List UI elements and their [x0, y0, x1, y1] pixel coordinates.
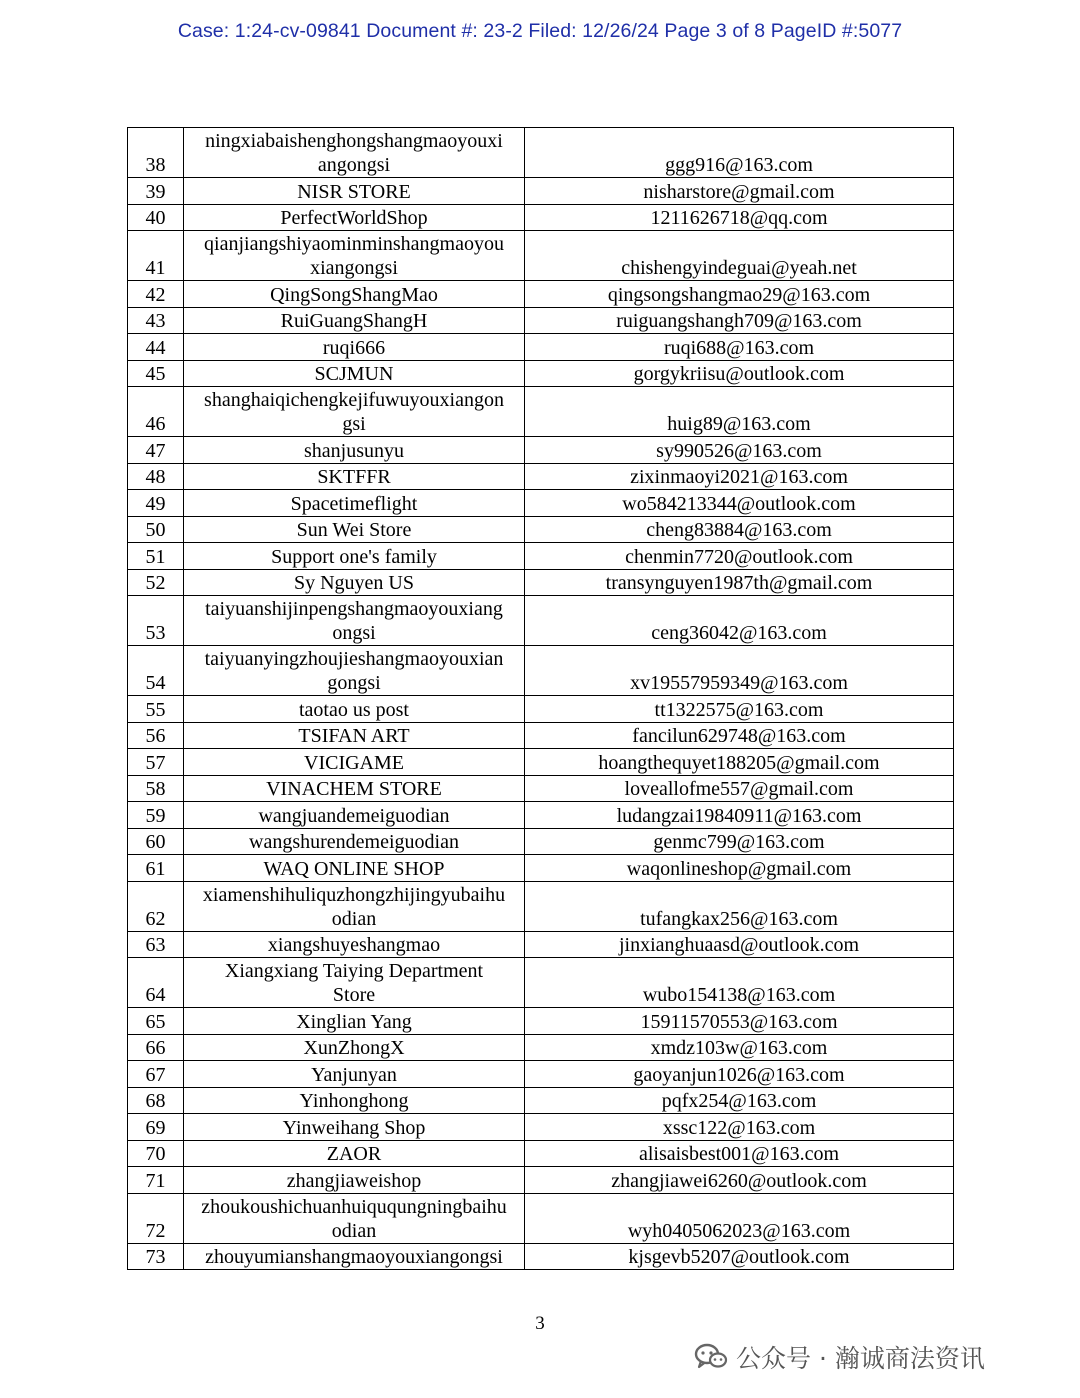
row-number: 45	[128, 360, 184, 387]
row-number: 48	[128, 463, 184, 490]
seller-name	[184, 231, 525, 281]
seller-name-line: ZAOR	[326, 1143, 382, 1165]
seller-name-line: Sy Nguyen US	[293, 572, 414, 594]
seller-name-line: Store	[332, 984, 376, 1006]
row-number: 55	[128, 696, 184, 723]
seller-email: jinxianghuaasd@outlook.com	[525, 931, 954, 958]
seller-name	[184, 1034, 525, 1061]
seller-name	[184, 749, 525, 776]
seller-email: tt1322575@163.com	[525, 696, 954, 723]
seller-email: zhangjiawei6260@outlook.com	[525, 1167, 954, 1194]
seller-name	[184, 204, 525, 231]
seller-name-line: shanghaiqichengkejifuwuyouxiangon	[204, 389, 504, 411]
row-number: 49	[128, 490, 184, 517]
table-row	[128, 596, 954, 646]
seller-email: ggg916@163.com	[525, 128, 954, 178]
seller-name-line: ningxiabaishenghongshangmaoyouxi	[205, 130, 503, 152]
seller-name-line: xiangongsi	[310, 257, 398, 279]
seller-email: 15911570553@163.com	[525, 1008, 954, 1035]
seller-email: chenmin7720@outlook.com	[525, 543, 954, 570]
row-number: 62	[128, 881, 184, 931]
table-row	[128, 1167, 954, 1194]
seller-name-line: xiamenshihuliquzhongzhijingyubaihu	[202, 883, 506, 906]
wechat-icon	[694, 1342, 728, 1372]
seller-name-line: RuiGuangShangH	[280, 310, 428, 332]
seller-email: huig89@163.com	[525, 387, 954, 437]
seller-name	[184, 1167, 525, 1194]
table-row	[128, 1243, 954, 1270]
seller-email: xmdz103w@163.com	[525, 1034, 954, 1061]
seller-name	[184, 281, 525, 308]
table-row	[128, 1008, 954, 1035]
seller-email: wyh0405062023@163.com	[525, 1193, 954, 1243]
seller-name-line: zhoukoushichuanhuiququngningbaihu	[201, 1195, 507, 1218]
table-row	[128, 281, 954, 308]
seller-name	[184, 437, 525, 464]
seller-email: qingsongshangmao29@163.com	[525, 281, 954, 308]
table-row	[128, 802, 954, 829]
table-row	[128, 516, 954, 543]
table-row	[128, 543, 954, 570]
table-row	[128, 1140, 954, 1167]
seller-name-line: ruqi666	[322, 336, 386, 359]
seller-name-line: odian	[331, 1219, 377, 1242]
seller-name-line: NISR STORE	[297, 180, 411, 203]
seller-name-line: Yanjunyan	[311, 1063, 397, 1086]
seller-name-line: zhangjiaweishop	[286, 1169, 422, 1192]
table-row	[128, 360, 954, 387]
seller-name	[184, 543, 525, 570]
seller-name	[184, 828, 525, 855]
seller-email: ruqi688@163.com	[525, 334, 954, 361]
table-row	[128, 1087, 954, 1114]
table-row	[128, 881, 954, 931]
seller-name-line: angongsi	[317, 154, 391, 176]
seller-email: chishengyindeguai@yeah.net	[525, 231, 954, 281]
seller-name-line: wangshurendemeiguodian	[249, 831, 459, 853]
seller-name-line: VINACHEM STORE	[266, 778, 442, 800]
row-number: 73	[128, 1243, 184, 1270]
table-row	[128, 775, 954, 802]
seller-name-line: Support one's family	[271, 545, 437, 568]
seller-name	[184, 1193, 525, 1243]
row-number: 63	[128, 931, 184, 958]
row-number: 40	[128, 204, 184, 231]
row-number: 58	[128, 775, 184, 802]
table-row	[128, 387, 954, 437]
seller-name-line: wangjuandemeiguodian	[258, 804, 450, 827]
row-number: 51	[128, 543, 184, 570]
table-row	[128, 1034, 954, 1061]
row-number: 71	[128, 1167, 184, 1194]
row-number: 43	[128, 307, 184, 334]
seller-name	[184, 696, 525, 723]
seller-name-line: qianjiangshiyaominminshangmaoyou	[204, 233, 504, 255]
table-row	[128, 204, 954, 231]
row-number: 69	[128, 1114, 184, 1141]
row-number: 72	[128, 1193, 184, 1243]
seller-name	[184, 881, 525, 931]
seller-email: ludangzai19840911@163.com	[525, 802, 954, 829]
seller-email: pqfx254@163.com	[525, 1087, 954, 1114]
table-row	[128, 696, 954, 723]
seller-email: wo584213344@outlook.com	[525, 490, 954, 517]
seller-email: genmc799@163.com	[525, 828, 954, 855]
row-number: 52	[128, 569, 184, 596]
defendant-table	[127, 127, 954, 1270]
seller-email: ceng36042@163.com	[525, 596, 954, 646]
seller-name	[184, 360, 525, 387]
table-row	[128, 1114, 954, 1141]
seller-name-line: Sun Wei Store	[296, 519, 412, 541]
seller-name-line: taiyuanshijinpengshangmaoyouxiang	[205, 598, 503, 620]
table-row	[128, 490, 954, 517]
seller-name	[184, 802, 525, 829]
defendant-table-body	[128, 128, 954, 1270]
seller-name	[184, 334, 525, 361]
seller-name	[184, 307, 525, 334]
table-row	[128, 334, 954, 361]
seller-name	[184, 1061, 525, 1088]
row-number: 64	[128, 958, 184, 1008]
seller-email: xssc122@163.com	[525, 1114, 954, 1141]
seller-name	[184, 128, 525, 178]
seller-name-line: SKTFFR	[317, 466, 391, 488]
row-number: 59	[128, 802, 184, 829]
table-row	[128, 463, 954, 490]
seller-name-line: Yinhonghong	[299, 1090, 409, 1112]
seller-name	[184, 596, 525, 646]
seller-email: xv19557959349@163.com	[525, 646, 954, 696]
table-row	[128, 722, 954, 749]
wechat-watermark	[694, 1338, 985, 1376]
table-row	[128, 178, 954, 205]
seller-name	[184, 646, 525, 696]
table-row	[128, 646, 954, 696]
seller-name	[184, 490, 525, 517]
seller-name-line: Yinweihang Shop	[282, 1116, 426, 1139]
table-row	[128, 749, 954, 776]
seller-email: tufangkax256@163.com	[525, 881, 954, 931]
table-row	[128, 828, 954, 855]
seller-email: cheng83884@163.com	[525, 516, 954, 543]
seller-name	[184, 1114, 525, 1141]
seller-name	[184, 387, 525, 437]
seller-name	[184, 958, 525, 1008]
row-number: 70	[128, 1140, 184, 1167]
row-number: 65	[128, 1008, 184, 1035]
seller-name	[184, 722, 525, 749]
seller-name	[184, 569, 525, 596]
seller-name	[184, 1008, 525, 1035]
seller-name	[184, 1243, 525, 1270]
seller-name	[184, 516, 525, 543]
seller-email: gorgykriisu@outlook.com	[525, 360, 954, 387]
table-row	[128, 128, 954, 178]
row-number: 57	[128, 749, 184, 776]
seller-email: gaoyanjun1026@163.com	[525, 1061, 954, 1088]
seller-name-line: taotao us post	[299, 698, 409, 721]
seller-email: hoangthequyet188205@gmail.com	[525, 749, 954, 776]
seller-name-line: taiyuanyingzhoujieshangmaoyouxian	[204, 648, 504, 670]
case-header: Case: 1:24-cv-09841 Document #: 23-2 Filed: 12/26/24 Page 3 of 8 PageID #:5077	[177, 20, 903, 42]
seller-email: fancilun629748@163.com	[525, 722, 954, 749]
row-number: 38	[128, 128, 184, 178]
seller-email: wubo154138@163.com	[525, 958, 954, 1008]
seller-name-line: ongsi	[332, 622, 376, 644]
row-number: 66	[128, 1034, 184, 1061]
seller-name-line: VICIGAME	[304, 751, 404, 774]
seller-email: transynguyen1987th@gmail.com	[525, 569, 954, 596]
seller-email: zixinmaoyi2021@163.com	[525, 463, 954, 490]
row-number: 56	[128, 722, 184, 749]
row-number: 46	[128, 387, 184, 437]
seller-name	[184, 463, 525, 490]
seller-name	[184, 855, 525, 882]
row-number: 47	[128, 437, 184, 464]
seller-name-line: gsi	[342, 413, 366, 435]
seller-email: alisaisbest001@163.com	[525, 1140, 954, 1167]
table-row	[128, 1061, 954, 1088]
row-number: 50	[128, 516, 184, 543]
row-number: 39	[128, 178, 184, 205]
seller-name-line: SCJMUN	[314, 363, 394, 385]
row-number: 60	[128, 828, 184, 855]
seller-email: waqonlineshop@gmail.com	[525, 855, 954, 882]
seller-name-line: Xinglian Yang	[296, 1010, 412, 1033]
seller-name-line: gongsi	[327, 672, 381, 694]
seller-name-line: Spacetimeflight	[290, 492, 418, 515]
seller-name-line: odian	[331, 907, 377, 930]
table-row	[128, 437, 954, 464]
row-number: 41	[128, 231, 184, 281]
row-number: 44	[128, 334, 184, 361]
seller-email: sy990526@163.com	[525, 437, 954, 464]
seller-name	[184, 775, 525, 802]
seller-name	[184, 1140, 525, 1167]
seller-name	[184, 931, 525, 958]
seller-name-line: WAQ ONLINE SHOP	[263, 857, 445, 880]
seller-name-line: QingSongShangMao	[270, 283, 438, 306]
row-number: 67	[128, 1061, 184, 1088]
seller-name	[184, 1087, 525, 1114]
seller-name-line: TSIFAN ART	[298, 725, 410, 747]
row-number: 42	[128, 281, 184, 308]
seller-name-line: Xiangxiang Taiying Department	[224, 960, 484, 982]
table-row	[128, 231, 954, 281]
seller-email: ruiguangshangh709@163.com	[525, 307, 954, 334]
row-number: 61	[128, 855, 184, 882]
seller-email: 1211626718@qq.com	[525, 204, 954, 231]
row-number: 54	[128, 646, 184, 696]
table-row	[128, 307, 954, 334]
table-row	[128, 855, 954, 882]
seller-name	[184, 178, 525, 205]
table-row	[128, 931, 954, 958]
page-number: 3	[535, 1313, 545, 1334]
row-number: 68	[128, 1087, 184, 1114]
seller-name-line: XunZhongX	[303, 1037, 405, 1059]
table-row	[128, 958, 954, 1008]
table-row	[128, 569, 954, 596]
row-number: 53	[128, 596, 184, 646]
seller-email: nisharstore@gmail.com	[525, 178, 954, 205]
watermark-text: 公众号 · 瀚诚商法资讯	[736, 1344, 985, 1373]
seller-name-line: shanjusunyu	[304, 439, 404, 462]
seller-name-line: PerfectWorldShop	[280, 207, 428, 229]
seller-name-line: zhouyumianshangmaoyouxiangongsi	[205, 1246, 503, 1268]
table-row	[128, 1193, 954, 1243]
seller-email: kjsgevb5207@outlook.com	[525, 1243, 954, 1270]
seller-email: loveallofme557@gmail.com	[525, 775, 954, 802]
seller-name-line: xiangshuyeshangmao	[267, 934, 441, 956]
